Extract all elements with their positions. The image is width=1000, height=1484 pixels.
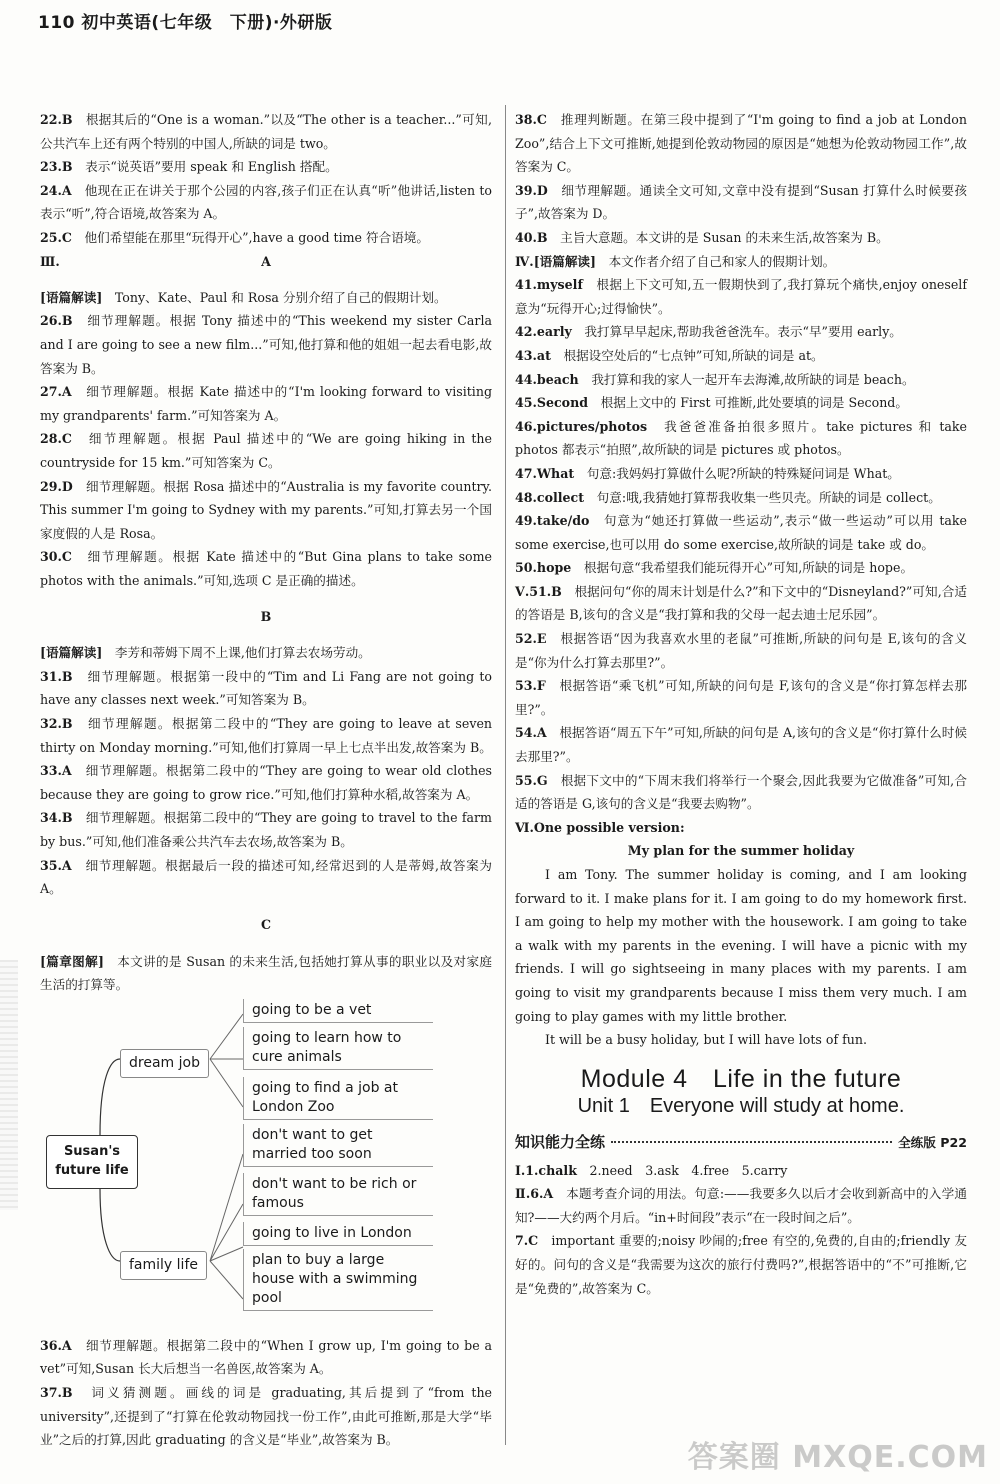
answer-number: Ⅴ.51.B (515, 583, 562, 599)
answer-explanation: 句意:我妈妈打算做什么呢?所缺的特殊疑问词是 What。 (586, 465, 900, 481)
answer-item (515, 509, 967, 556)
answer-item (515, 627, 967, 674)
section-heading-6: Ⅵ.One possible version: (515, 819, 685, 835)
answer-item (40, 806, 492, 853)
answers-31-35 (40, 665, 492, 901)
practice-page-ref: 全练版 P22 (898, 1134, 967, 1150)
answer-item (515, 344, 967, 368)
answer-explanation: important 重要的;noisy 吵闹的;free 有空的,免费的,自由的;friendly 友好的。问句的含义是“我需要为这次的旅行付费吗?”,根据答语中的“不”可推断,它是“免费的”,故答案为 C。 (515, 1233, 967, 1296)
answer-item (40, 712, 492, 759)
answer-item (515, 1182, 967, 1229)
answer-number: 54.A (515, 725, 547, 741)
answer-number: 40.B (515, 229, 548, 245)
answer-explanation: 他们希望能在那里“玩得开心”,have a good time 符合语境。 (84, 229, 429, 245)
answer-number: 24.A (40, 182, 72, 198)
answers-38-40 (515, 108, 967, 250)
answer-number: 30.C (40, 549, 72, 565)
answer-item (515, 368, 967, 392)
answer-explanation: 细节理解题。根据第二段中的“They are going to travel to the farm by bus.”可知,他们准备乘公共汽车去农场,故答案为 B。 (40, 810, 493, 849)
answer-number: 27.A (40, 384, 72, 400)
book-title: 初中英语(七年级 下册)·外研版 (81, 13, 333, 33)
answer-explanation: 根据句意“我希望我们能玩得开心”可知,所缺的词是 hope。 (583, 560, 914, 576)
answer-number: 7.C (515, 1233, 539, 1249)
answer-number: 31.B (40, 668, 73, 684)
answer-explanation: 细节理解题。通读全文可知,文章中没有提到“Susan 打算什么时候要孩子”,故答案为 D。 (515, 182, 968, 222)
passage-intro-a: [语篇解读] Tony、Kate、Paul 和 Rosa 分别介绍了自己的假期计划。 (40, 289, 447, 305)
answer-explanation: 本题考查介词的用法。句意:——我要多久以后才会收到新高中的入学通知?——大约两个月后。“in+时间段”表示“在一段时间之后”。 (515, 1186, 968, 1225)
answer-item (515, 179, 967, 226)
answer-explanation: 细节理解题。根据第二段中的“They are going to leave at seven thirty on Monday morning.”可知,他们打算周一早上七点半出发,故答案为 B。 (40, 716, 493, 755)
answer-explanation: 根据其后的“One is a woman.”以及“The other is a teacher...”可知,公共汽车上还有两个特别的中国人,所缺的词是 two。 (40, 112, 493, 151)
answer-number: 44.beach (515, 371, 579, 387)
answer-explanation: 细节理解题。根据 Kate 描述中的“But Gina plans to take some photos with the animals.”可知,选项 C 是正确的描述。 (40, 549, 493, 588)
answers-22-25 (40, 108, 492, 250)
model-essay (515, 839, 967, 1051)
answer-item (515, 580, 967, 627)
passage-intro-b: [语篇解读] 李芳和蒂姆下周不上课,他们打算去农场劳动。 (40, 645, 371, 661)
part-a-heading: A (261, 253, 271, 269)
answer-number: 50.hope (515, 560, 572, 576)
column-divider (505, 105, 506, 1445)
answer-explanation: 根据答语“因为我喜欢水里的老鼠”可推断,所缺的问句是 E,该句的含义是“你为什么打算去那里?”。 (515, 631, 967, 670)
answer-explanation: 根据问句“你的周末计划是什么?”和下文中的“Disneyland?”可知,合适的答语是 B,该句的含义是“我打算和我的父母一起去迪士尼乐园”。 (515, 583, 967, 623)
dotted-leader (611, 1141, 892, 1143)
answer-explanation: 细节理解题。根据第一段中的“Tim and Li Fang are not going to have any classes next week.”可知答案为 B。 (40, 668, 492, 708)
mindmap-root: Susan's future life (46, 1135, 138, 1189)
answer-item (515, 415, 967, 462)
answer-number: 42.early (515, 324, 572, 340)
answer-item (40, 427, 492, 474)
answer-item (515, 462, 967, 486)
answer-item (40, 309, 492, 380)
answer-number: 32.B (40, 716, 73, 732)
answer-item (40, 1381, 492, 1452)
answer-item (515, 320, 967, 344)
unit-title: Unit 1 Everyone will study at home. (577, 1095, 905, 1118)
answer-explanation: 我爸爸准备拍很多照片。take pictures 和 take photos 都表示“拍照”,故所缺的词是 pictures 或 photos。 (515, 418, 968, 458)
answer-item (515, 391, 967, 415)
answer-explanation: 细节理解题。根据第二段中的“They are going to wear old clothes because they are going to grow rice.”可知,他们打算种水稻,故答案为 A。 (40, 763, 492, 802)
binding-edge (0, 960, 18, 1210)
answer-explanation: 2.need 3.ask 4.free 5.carry (589, 1162, 788, 1178)
mindmap-leaf: don't want to get married too soon (243, 1124, 433, 1167)
answer-number: 36.A (40, 1337, 72, 1353)
page-header (38, 8, 332, 33)
answer-item (40, 854, 492, 901)
answer-number: 26.B (40, 313, 73, 329)
answer-item (40, 665, 492, 712)
answers-36-37 (40, 1334, 492, 1452)
essay-title: My plan for the summer holiday (627, 843, 855, 859)
passage-intro-4: Ⅳ.[语篇解读] 本文作者介绍了自己和家人的假期计划。 (515, 253, 836, 269)
left-column (40, 108, 492, 1452)
page-number: 110 (38, 13, 75, 33)
answer-item (515, 556, 967, 580)
answer-number: 39.D (515, 182, 548, 198)
answer-item (40, 155, 492, 179)
mindmap-branch-dream-job: dream job (120, 1049, 209, 1079)
answer-explanation: 主旨大意题。本文讲的是 Susan 的未来生活,故答案为 B。 (560, 229, 889, 245)
answer-explanation: 细节理解题。根据第二段中的“When I grow up, I'm going to be a vet”可知,Susan 长大后想当一名兽医,故答案为 A。 (40, 1337, 493, 1377)
section-heading-3: Ⅲ. (40, 253, 60, 269)
answer-number: 35.A (40, 857, 72, 873)
mindmap-leaf: going to live in London (243, 1222, 433, 1246)
answers-26-30 (40, 309, 492, 592)
answer-number: 34.B (40, 810, 73, 826)
part-b-heading: B (260, 609, 272, 625)
essay-paragraph: It will be a busy holiday, but I will have lots of fun. (545, 1032, 867, 1048)
answer-explanation: 细节理解题。根据 Tony 描述中的“This weekend my sister Carla and I are going to see a new film...”可知,他打算和他的姐姐一起去看电影,故答案为 B。 (40, 313, 492, 376)
answer-item (515, 674, 967, 721)
answer-number: 55.G (515, 772, 548, 788)
answer-number: 45.Second (515, 395, 589, 411)
answer-number: 48.collect (515, 489, 585, 505)
answer-number: 33.A (40, 763, 72, 779)
answer-explanation: 根据下文中的“下周末我们将举行一个聚会,因此我要为它做准备”可知,合适的答语是 G,该句的含义是“我要去购物”。 (515, 772, 968, 812)
answers-41-55 (515, 273, 967, 816)
answer-explanation: 推理判断题。在第三段中提到了“I'm going to find a job at London Zoo”,结合上下文可推断,她提到伦敦动物园的原因是“她想为伦敦动物园工作”,故答案为 C。 (515, 112, 967, 175)
answer-item (515, 769, 967, 816)
answer-explanation: 句意:哦,我猜她打算帮我收集一些贝壳。所缺的词是 collect。 (596, 489, 941, 505)
answers-unit1 (515, 1159, 967, 1301)
answer-item (515, 721, 967, 768)
answer-explanation: 表示“说英语”要用 speak 和 English 搭配。 (85, 159, 338, 175)
answer-number: 49.take/do (515, 513, 590, 529)
answer-item (40, 108, 492, 155)
answer-number: 28.C (40, 431, 72, 447)
answer-explanation: 根据上下文可知,五一假期快到了,我打算玩个痛快,enjoy oneself 意为“玩得开心;过得愉快”。 (515, 277, 967, 316)
answer-number: 53.F (515, 678, 546, 694)
answer-item (40, 759, 492, 806)
answer-number: Ⅰ.1.chalk (515, 1162, 577, 1178)
answer-explanation: 细节理解题。根据最后一段的描述可知,经常迟到的人是蒂姆,故答案为 A。 (40, 857, 492, 897)
practice-header (515, 1131, 967, 1155)
answer-number: 52.E (515, 631, 547, 647)
answer-explanation: 我打算和我的家人一起开车去海滩,故所缺的词是 beach。 (591, 371, 915, 387)
mindmap-branch-family-life: family life (120, 1251, 207, 1281)
answer-number: 22.B (40, 112, 73, 127)
mindmap-diagram (40, 999, 492, 1334)
answer-item (515, 1229, 967, 1300)
answer-number: 41.myself (515, 277, 583, 293)
mindmap-leaf: going to find a job at London Zoo (243, 1077, 433, 1120)
answer-explanation: 根据答语“周五下午”可知,所缺的问句是 A,该句的含义是“你打算什么时候去那里?”。 (515, 725, 968, 765)
answer-explanation: 词义猜测题。画线的词是 graduating,其后提到了“from the university”,还提到了“打算在伦敦动物园找一份工作”,由此可推断,那是大学“毕业”之后的打算,因此 graduating 的含义是“毕业”,故答案为 B。 (40, 1384, 493, 1448)
answer-item (40, 475, 492, 546)
answer-explanation: 细节理解题。根据 Paul 描述中的“We are going hiking in the countryside for 15 km.”可知答案为 C。 (40, 431, 492, 470)
mindmap-leaf: going to be a vet (243, 999, 433, 1023)
answer-explanation: 根据设空处后的“七点钟”可知,所缺的词是 at。 (563, 347, 824, 363)
answer-item (40, 1334, 492, 1381)
answer-item (515, 273, 967, 320)
answer-item (40, 380, 492, 427)
answer-explanation: 根据上文中的 First 可推断,此处要填的词是 Second。 (600, 395, 908, 411)
answer-item (40, 545, 492, 592)
answer-number: 29.D (40, 478, 73, 494)
answer-number: 37.B (40, 1384, 73, 1400)
answer-number: 43.at (515, 347, 551, 363)
answer-number: 23.B (40, 159, 73, 175)
mindmap-leaf: plan to buy a large house with a swimming pool (243, 1249, 433, 1311)
answer-item (40, 226, 492, 250)
watermark-logo: 答案圈 MXQE.COM (687, 1440, 988, 1475)
answer-item (515, 226, 967, 250)
answer-number: Ⅱ.6.A (515, 1186, 554, 1202)
answer-number: 46.pictures/photos (515, 418, 648, 434)
answer-explanation: 细节理解题。根据 Rosa 描述中的“Australia is my favorite country. This summer I'm going to Sydney with my parents.”可知,打算去另一个国家度假的人是 Rosa。 (40, 478, 492, 541)
answer-item (515, 108, 967, 179)
answer-explanation: 他现在正在讲关于那个公园的内容,孩子们正在认真“听”他讲话,listen to 表示“听”,符合语境,故答案为 A。 (40, 182, 492, 222)
answer-number: 47.What (515, 465, 575, 481)
answer-item (515, 486, 967, 510)
right-column (515, 108, 967, 1300)
passage-intro-c: [篇章图解] 本文讲的是 Susan 的未来生活,包括她打算从事的职业以及对家庭生活的打算等。 (40, 953, 492, 993)
answer-number: 38.C (515, 112, 547, 127)
answer-explanation: 我打算早早起床,帮助我爸爸洗车。表示“早”要用 early。 (584, 324, 902, 340)
practice-label: 知识能力全练 (515, 1132, 606, 1151)
answer-item (515, 1159, 967, 1183)
essay-paragraph: I am Tony. The summer holiday is coming, and I am looking forward to it. I make plans for it. I am going to do my homework first. I am going to help my mother with the housework. I am going to take a walk with my parents in the evening. I will have a picnic with my friends. I will go sightseeing in many places with my parents. I am going to visit my grandparents because I miss them very much. I am going to play games with my little brother. (515, 867, 967, 1024)
module-title: Module 4 Life in the future (580, 1064, 902, 1093)
part-c-heading: C (260, 917, 272, 933)
answer-explanation: 根据答语“乘飞机”可知,所缺的问句是 F,该句的含义是“你打算怎样去那里?”。 (515, 678, 968, 717)
answer-item (40, 179, 492, 226)
answer-number: 25.C (40, 229, 72, 245)
answer-explanation: 细节理解题。根据 Kate 描述中的“I'm looking forward to visiting my grandparents' farm.”可知答案为 A。 (40, 384, 493, 423)
mindmap-leaf: don't want to be rich or famous (243, 1173, 433, 1216)
answer-explanation: 句意为“她还打算做一些运动”,表示“做一些运动”可以用 take some exercise,也可以用 do some exercise,故所缺的词是 take 或 do。 (515, 513, 967, 552)
mindmap-leaf: going to learn how to cure animals (243, 1027, 433, 1070)
